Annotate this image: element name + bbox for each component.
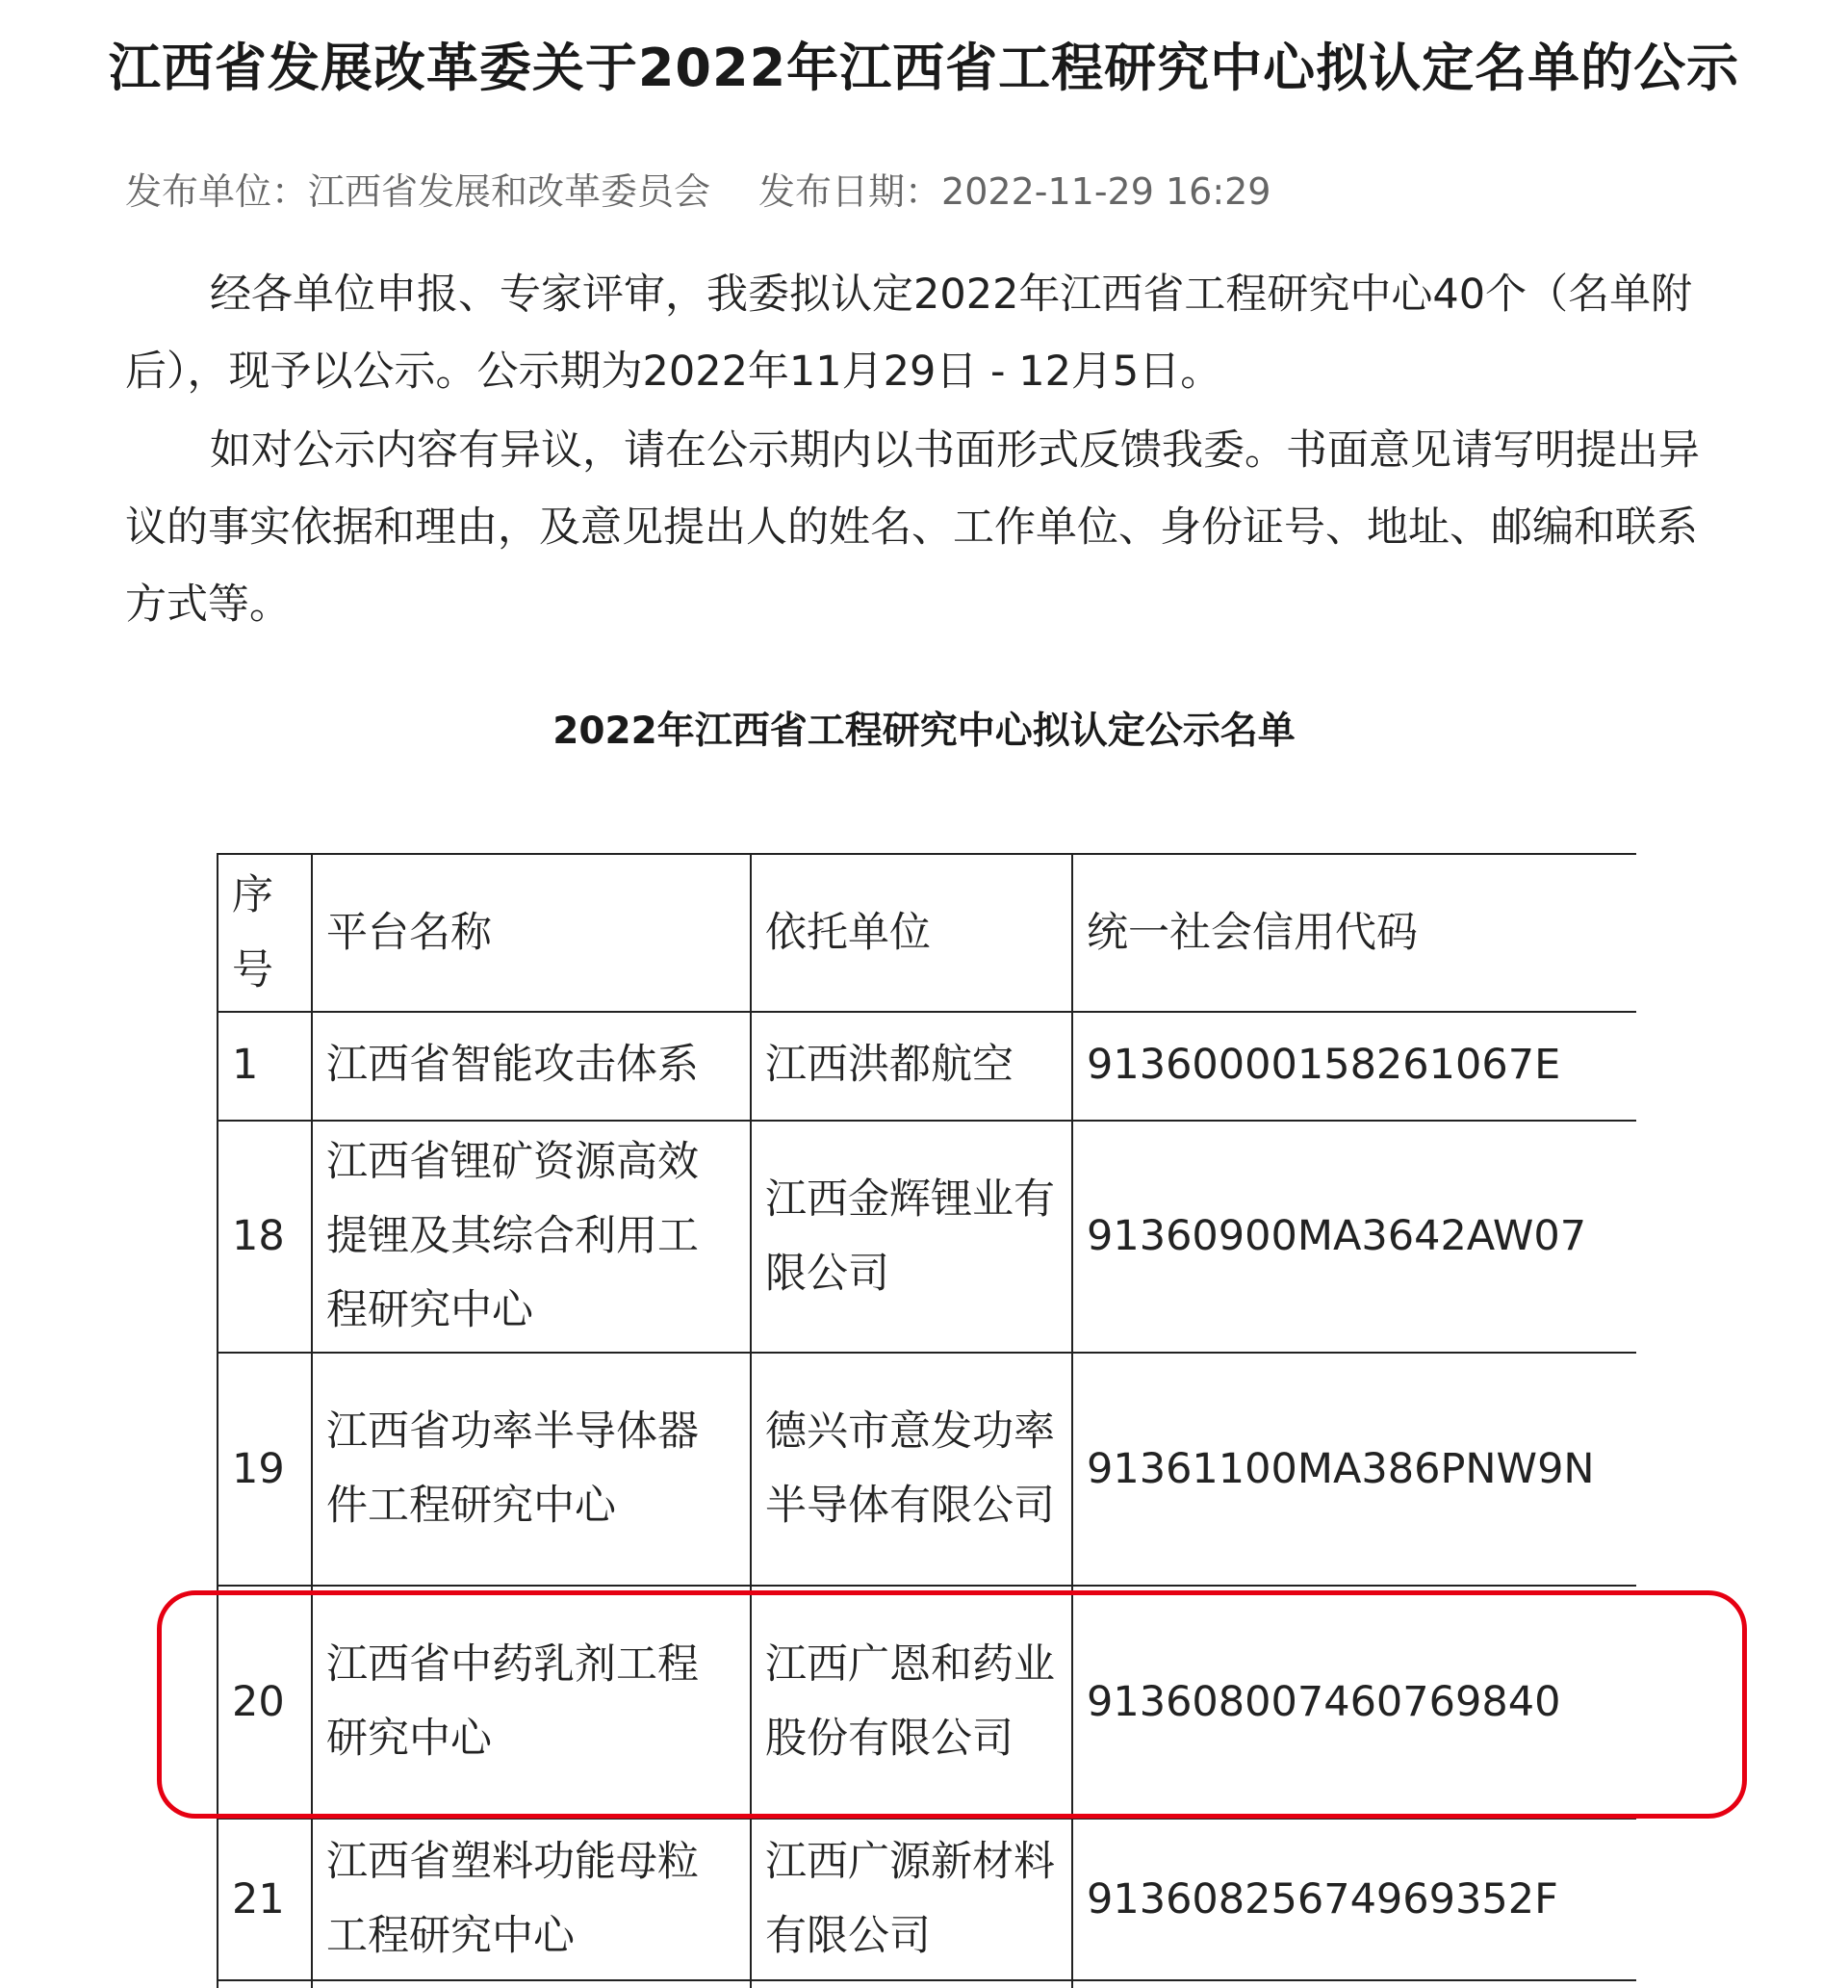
row-org: 江西金辉锂业有限公司 bbox=[751, 1121, 1072, 1353]
date-value: 2022-11-29 16:29 bbox=[941, 170, 1271, 213]
row-name: 江西省锂矿资源高效提锂及其综合利用工程研究中心 bbox=[312, 1121, 751, 1353]
publish-meta bbox=[125, 162, 1270, 215]
row-seq: 21 bbox=[218, 1819, 312, 1980]
table-row bbox=[218, 1353, 1636, 1586]
row-code: 91360825674969352F bbox=[1072, 1819, 1636, 1980]
header-seq: 序号 bbox=[218, 854, 312, 1012]
header-name: 平台名称 bbox=[312, 854, 751, 1012]
row-name: 江西省功率半导体器件工程研究中心 bbox=[312, 1353, 751, 1586]
row-org-empty bbox=[751, 1980, 1072, 1988]
body-paragraph-announcement: 经各单位申报、专家评审，我委拟认定2022年江西省工程研究中心40个（名单附后），现予以公示。公示期为2022年11月29日 - 12月5日。 bbox=[125, 271, 1693, 396]
row-org: 德兴市意发功率半导体有限公司 bbox=[751, 1353, 1072, 1586]
center-list-table bbox=[217, 853, 1636, 1988]
table-header-row bbox=[218, 854, 1636, 1012]
row-code: 913608007460769840 bbox=[1072, 1586, 1636, 1819]
table-row bbox=[218, 1819, 1636, 1980]
row-code: 91360900MA3642AW07 bbox=[1072, 1121, 1636, 1353]
row-code-empty bbox=[1072, 1980, 1636, 1988]
row-seq: 1 bbox=[218, 1012, 312, 1121]
page-title: 江西省发展改革委关于2022年江西省工程研究中心拟认定名单的公示 bbox=[108, 38, 1740, 98]
date-label: 发布日期： bbox=[758, 170, 942, 213]
row-code: 91361100MA386PNW9N bbox=[1072, 1353, 1636, 1586]
row-seq-empty bbox=[218, 1980, 312, 1988]
row-seq: 20 bbox=[218, 1586, 312, 1819]
row-name: 江西省中药乳剂工程研究中心 bbox=[312, 1586, 751, 1819]
header-code: 统一社会信用代码 bbox=[1072, 854, 1636, 1012]
list-table-container bbox=[217, 853, 1636, 1988]
row-code: 91360000158261067E bbox=[1072, 1012, 1636, 1121]
row-seq: 18 bbox=[218, 1121, 312, 1353]
row-name-empty bbox=[312, 1980, 751, 1988]
table-row bbox=[218, 1121, 1636, 1353]
body-paragraph-objection: 如对公示内容有异议，请在公示期内以书面形式反馈我委。书面意见请写明提出异议的事实依据和理由，及意见提出人的姓名、工作单位、身份证号、地址、邮编和联系方式等。 bbox=[125, 426, 1700, 629]
row-seq: 19 bbox=[218, 1353, 312, 1586]
table-row bbox=[218, 1980, 1636, 1988]
table-row-highlighted bbox=[218, 1586, 1636, 1819]
publisher-value: 江西省发展和改革委员会 bbox=[308, 170, 711, 213]
row-org: 江西广源新材料有限公司 bbox=[751, 1819, 1072, 1980]
table-title: 2022年江西省工程研究中心拟认定公示名单 bbox=[552, 710, 1296, 753]
row-name: 江西省塑料功能母粒工程研究中心 bbox=[312, 1819, 751, 1980]
header-org: 依托单位 bbox=[751, 854, 1072, 1012]
row-org: 江西广恩和药业股份有限公司 bbox=[751, 1586, 1072, 1819]
row-name: 江西省智能攻击体系 bbox=[312, 1012, 751, 1121]
publisher-label: 发布单位： bbox=[125, 170, 309, 213]
row-org: 江西洪都航空 bbox=[751, 1012, 1072, 1121]
table-row bbox=[218, 1012, 1636, 1121]
